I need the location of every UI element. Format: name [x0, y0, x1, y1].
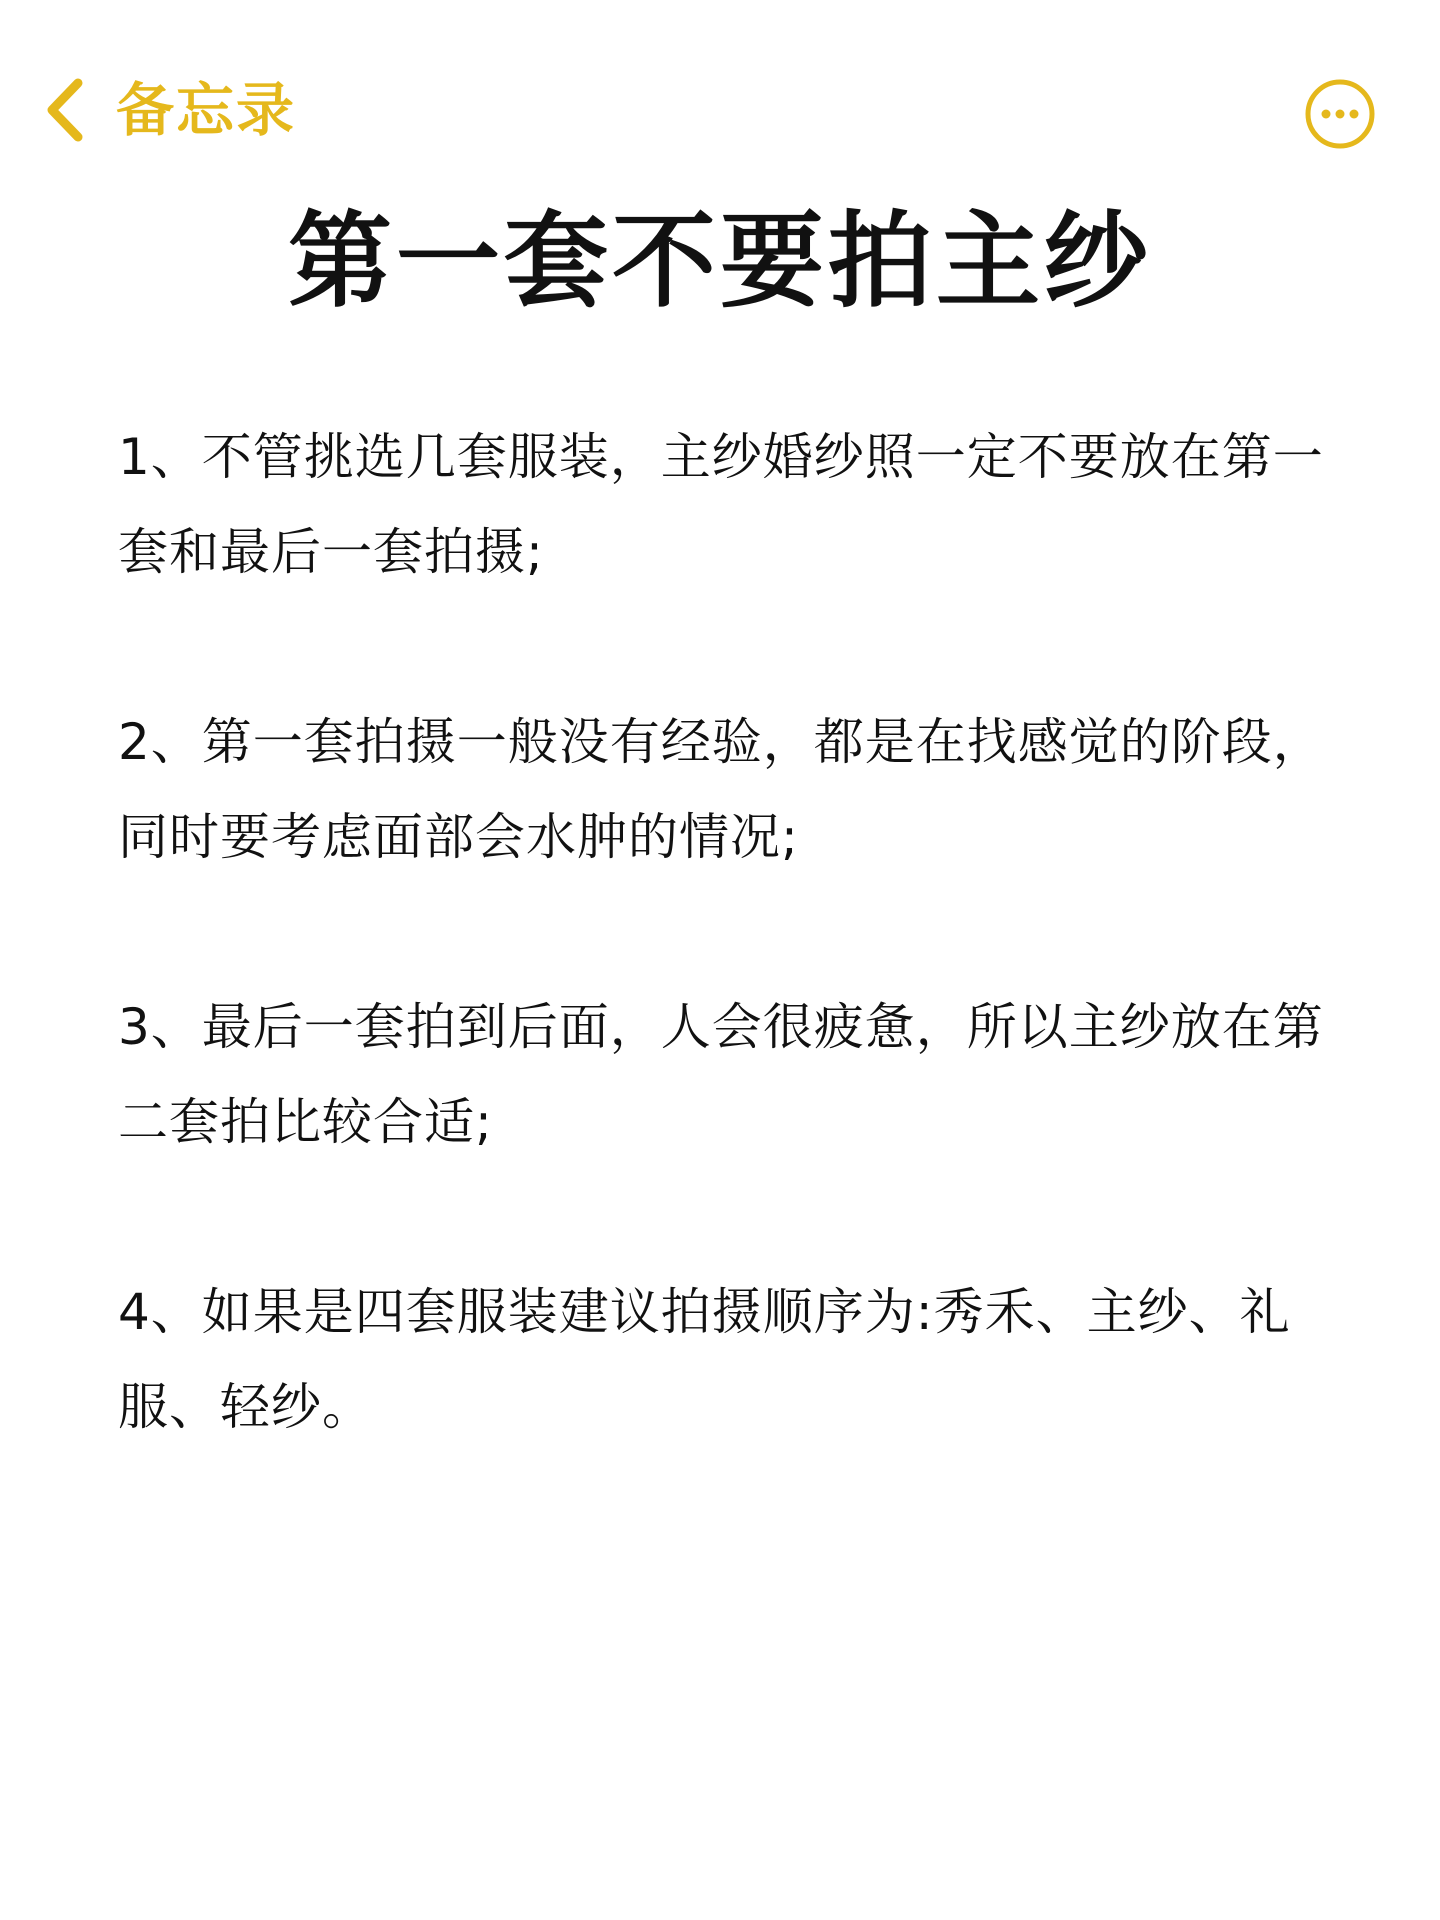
note-title: 第一套不要拍主纱: [287, 200, 1152, 322]
back-button[interactable]: [40, 70, 296, 150]
navigation-bar: [0, 0, 1440, 200]
chevron-left-icon: [40, 75, 90, 145]
more-horizontal-icon: [1304, 78, 1376, 150]
note-paragraph-2: 2、第一套拍摄一般没有经验，都是在找感觉的阶段，同时要考虑面部会水肿的情况;: [118, 713, 1324, 866]
note-paragraph-1: 1、不管挑选几套服装，主纱婚纱照一定不要放在第一套和最后一套拍摄;: [118, 428, 1324, 581]
back-label: 备忘录: [116, 76, 297, 144]
note-paragraph-3: 3、最后一套拍到后面，人会很疲惫，所以主纱放在第二套拍比较合适;: [118, 998, 1324, 1151]
note-body: [118, 410, 1348, 1455]
more-button[interactable]: [1304, 78, 1376, 150]
note-paragraph-4: 4、如果是四套服装建议拍摄顺序为:秀禾、主纱、礼服、轻纱。: [118, 1283, 1291, 1436]
